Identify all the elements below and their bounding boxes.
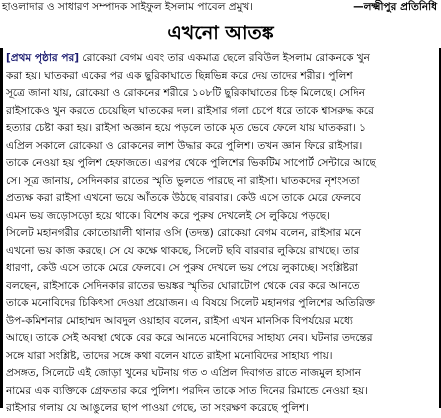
article-line: সিলেট মহানগরীর কোতোয়ালী থানার ওসি (তদন্ত) রোকেয়া বেগম বলেন, রাইসার মনে <box>6 227 361 239</box>
article-line <box>6 50 436 68</box>
article-body <box>6 50 436 418</box>
previous-article-tail <box>0 0 441 20</box>
article-line: রাইসাকেও খুন করতে চেয়েছিল ঘাতকের দল। রাইসার গলা চেপে ধরে তাকে শ্বাসরুদ্ধ করে <box>6 104 374 117</box>
article-line: সঙ্গে যারা সংশ্লিষ্ট, তাদের সঙ্গে কথা বলেন যাতে রাইসা মনোবিদের সাহায্য পায়। <box>6 349 333 362</box>
previous-article-text: হাওলাদার ও সাধারণ সম্পাদক সাইফুল ইসলাম পাবেল প্রমুখ। <box>2 1 254 13</box>
article-line: করা হয়। ঘাতকরা একের পর এক ছুরিকাঘাতে ছিন্নভিন্ন করে দেয় তাদের শরীর। পুলিশ <box>6 69 353 82</box>
article-line: হত্যার চেষ্টা করা হয়। রাইসা অজ্ঞান হয়ে পড়লে তাকে মৃত ভেবে ফেলে যায় ঘাতকরা। ১ <box>6 122 366 134</box>
article-line: রাইসার গলায় যে আঙুলের ছাপ পাওয়া গেছে, তা সংরক্ষণ করেছে পুলিশ। <box>6 402 310 414</box>
article-line: উপ-কমিশনার মোহাম্মদ আবদুল ওয়াহাব বলেন, রাইসা এখন মানসিক বিপর্যয়ের মধ্যে <box>6 314 353 327</box>
continued-marker: [প্রথম পৃষ্ঠার পর] <box>6 52 80 64</box>
article-line-text: রোকেয়া বেগম এবং তার একমাত্র ছেলে রবিউল ইসলাম রোকনকে খুন <box>79 52 370 64</box>
article-line: তাকে মনোবিদের চিকিৎসা দেওয়া প্রয়োজন। এ বিষয়ে সিলেট মহানগর পুলিশের অতিরিক্ত <box>6 297 375 309</box>
article-line: প্রত্যক্ষ করা রাইসা এখনো ভয়ে আঁতকে উঠছে বারবার। কেউ এসে তাকে মেরে ফেলবে <box>6 192 361 204</box>
article-line: সে। সূত্র জানায়, সেদিনকার রাতের স্মৃতি ভুলতে পারছে না রাইসা। ঘাতকদের নৃশংসতা <box>6 174 360 187</box>
reporter-credit: —লক্ষ্মীপুর প্রতিনিধি <box>353 1 437 13</box>
article-line: এখনো ভয় কাজ করছে। সে যে কক্ষে থাকছে, সিলেট ছবি বারবার লুকিয়ে রাখছে। তার <box>6 244 360 257</box>
article-line: এমন ভয় জড়োসড়ো হয়ে থাকে। বিশেষ করে পুরুষ দেখলেই সে লুকিয়ে পড়ছে। <box>6 209 331 222</box>
article-line: বলছেন, রাইসাকে সেদিনকার রাতের ভয়ঙ্কর স্মৃতির ঘোরাটোপ থেকে বের করে আনতে <box>6 279 360 292</box>
article-line: প্রসঙ্গত, সিলেটে এই জোড়া খুনের ঘটনায় গত ৩ এপ্রিল দিবাগত রাতে নাজমুল হাসান <box>6 367 361 379</box>
article-line: এপ্রিল সকালে রোকেয়া ও রোকনের লাশ উদ্ধার করে পুলিশ। তখন জ্ঞান ফিরে রাইসার। <box>6 139 363 152</box>
article-line: নামের এক ব্যক্তিকে গ্রেফতার করে পুলিশ। পরদিন তাকে সাত দিনের রিমান্ডে নেওয়া হয়। <box>6 384 368 397</box>
article-line: সূত্রে জানা যায়, রোকেয়া ও রোকনের শরীরে ১০৮টি ছুরিকাঘাতের চিহ্ন মিলেছে। সেদিন <box>6 87 366 99</box>
headline: এখনো আতঙ্ক <box>167 22 274 44</box>
article-line: আছে। তাকে সেই অবস্থা থেকে বের করে আনতে মনোবিদের সাহায্য নেব। ঘটনার তদন্তের <box>6 332 373 344</box>
article-line: তাকে নেওয়া হয় পুলিশ হেফাজতে। এরপর থেকে পুলিশের ভিকটিম সাপোর্ট সেন্টারে আছে <box>6 157 376 169</box>
article-line: ধারণা, কেউ এসে তাকে মেরে ফেলবে। সে পুরুষ দেখলে ভয় পেয়ে লুকাচ্ছে। সংশ্লিষ্টরা <box>6 262 358 274</box>
